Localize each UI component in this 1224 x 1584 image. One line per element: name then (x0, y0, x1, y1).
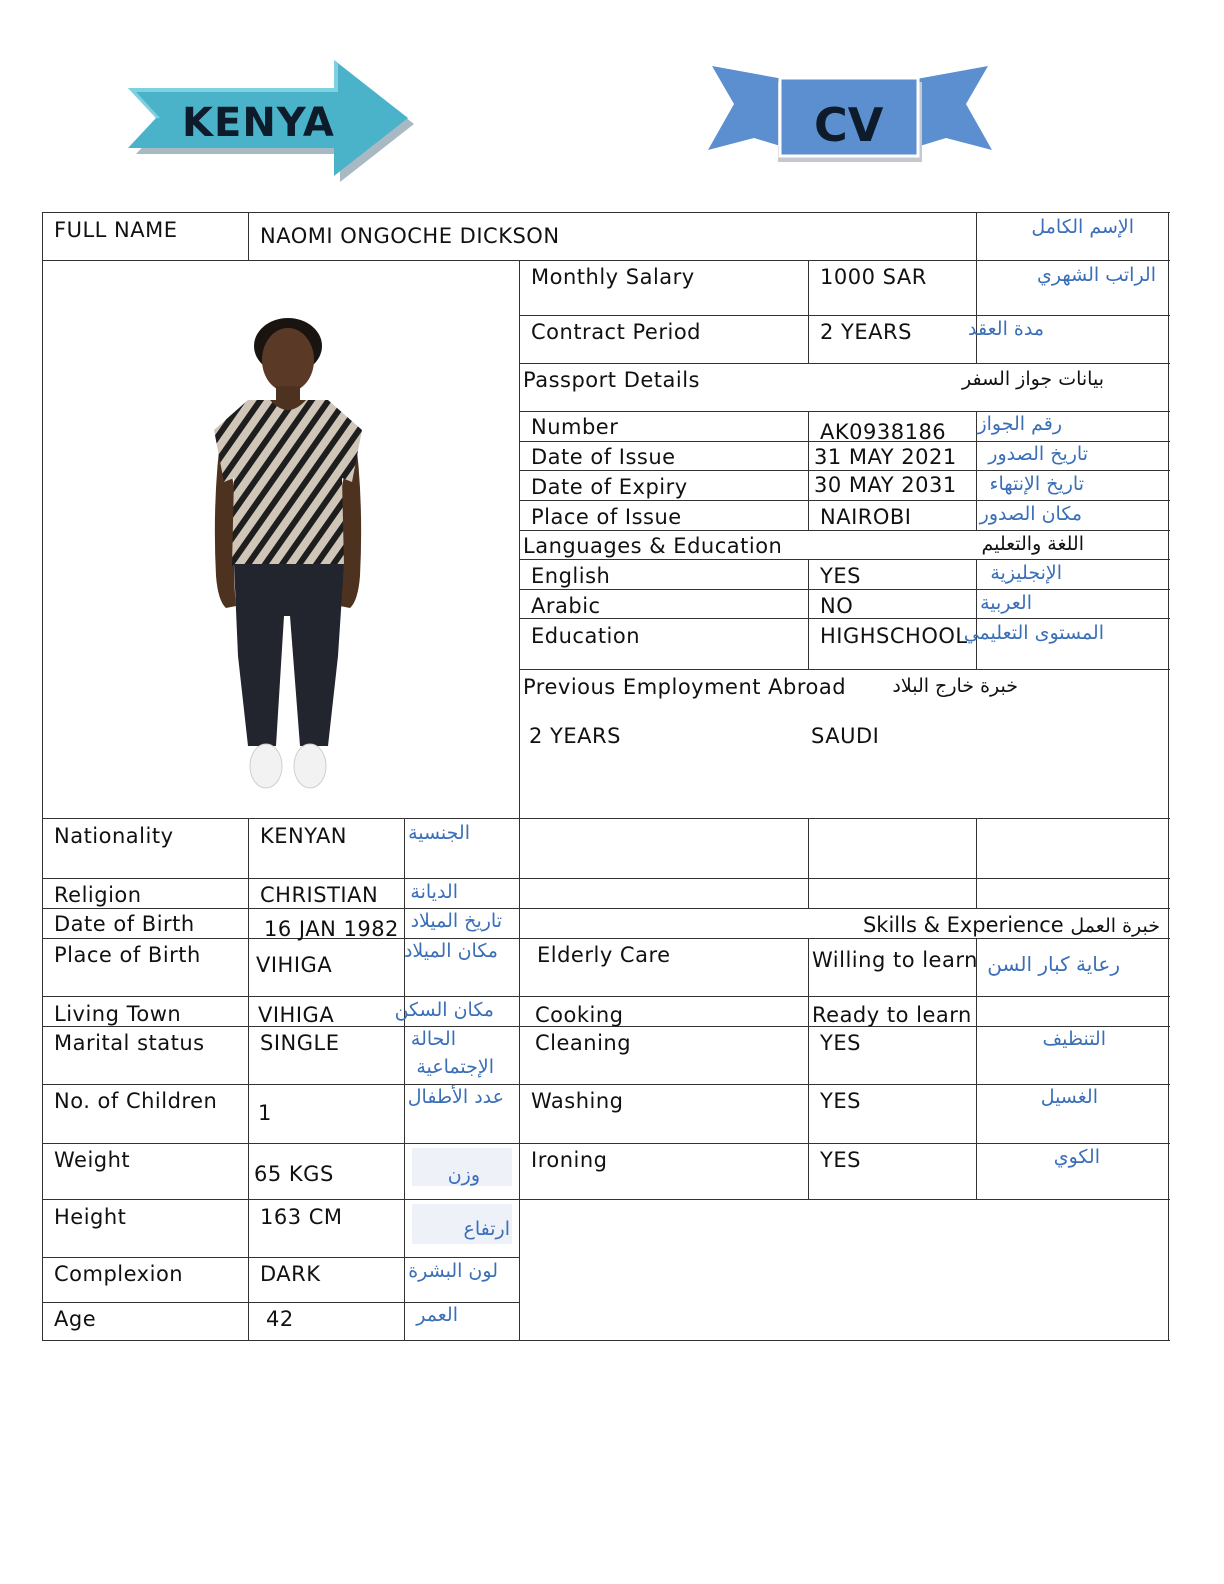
full-name-value: NAOMI ONGOCHE DICKSON (260, 224, 560, 248)
children-label: No. of Children (54, 1089, 218, 1113)
passport-issue-date-value: 31 MAY 2021 (814, 445, 957, 469)
marital-status-label: Marital status (54, 1031, 205, 1055)
pob-label-ar: مكان الميلاد (403, 940, 498, 962)
weight-label-ar: وزن (447, 1164, 480, 1186)
nationality-label-ar: الجنسية (408, 822, 470, 844)
passport-number-value: AK0938186 (820, 420, 947, 444)
person-photo-icon (196, 316, 376, 794)
skill-ironing-value: YES (820, 1148, 861, 1172)
skill-cleaning-value: YES (820, 1031, 861, 1055)
complexion-value: DARK (260, 1262, 321, 1286)
skill-washing-value: YES (820, 1089, 861, 1113)
marital-status-label-ar1: الحالة (410, 1028, 456, 1050)
skills-title-row (863, 913, 1160, 938)
employment-country: SAUDI (811, 724, 880, 748)
english-value: YES (820, 564, 861, 588)
skill-cooking-label: Cooking (535, 1003, 624, 1027)
religion-value: CHRISTIAN (260, 883, 379, 907)
living-town-label-ar: مكان السكن (394, 999, 494, 1021)
age-label-ar: العمر (416, 1304, 458, 1326)
salary-value: 1000 SAR (820, 265, 927, 289)
passport-number-label-ar: رقم الجواز (977, 413, 1062, 435)
passport-number-label: Number (531, 415, 619, 439)
languages-title-ar: اللغة والتعليم (981, 533, 1084, 555)
children-label-ar: عدد الأطفال (407, 1086, 504, 1108)
passport-issue-place-label-ar: مكان الصدور (979, 503, 1082, 525)
english-label: English (531, 564, 611, 588)
employment-title-ar: خبرة خارج البلاد (892, 675, 1018, 697)
nationality-label: Nationality (54, 824, 174, 848)
height-label-ar: ارتفاع (463, 1218, 510, 1240)
dob-value: 16 JAN 1982 (264, 917, 399, 941)
children-value: 1 (258, 1101, 272, 1125)
passport-title-ar: بيانات جواز السفر (962, 368, 1104, 390)
skill-cooking-value: Ready to learn (812, 1003, 972, 1027)
employment-title: Previous Employment Abroad (523, 675, 847, 699)
education-value: HIGHSCHOOL (820, 624, 968, 648)
skills-title: Skills & Experience (862, 913, 1064, 937)
living-town-value: VIHIGA (258, 1003, 335, 1027)
pob-value: VIHIGA (256, 953, 333, 977)
salary-label: Monthly Salary (531, 265, 695, 289)
arabic-label: Arabic (531, 594, 601, 618)
skill-cleaning-label: Cleaning (535, 1031, 632, 1055)
full-name-label: FULL NAME (54, 218, 178, 242)
passport-title: Passport Details (523, 368, 700, 392)
skills-title-ar: خبرة العمل (1070, 915, 1160, 937)
passport-issue-place-value: NAIROBI (820, 505, 912, 529)
country-banner-label: KENYA (182, 100, 335, 146)
height-label: Height (54, 1205, 127, 1229)
age-value: 42 (266, 1307, 294, 1331)
nationality-value: KENYAN (260, 824, 348, 848)
pob-label: Place of Birth (54, 943, 201, 967)
weight-value: 65 KGS (254, 1162, 334, 1186)
passport-expiry-date-label: Date of Expiry (531, 475, 688, 499)
height-value: 163 CM (260, 1205, 343, 1229)
country-banner (126, 58, 418, 184)
marital-status-label-ar2: الإجتماعية (416, 1056, 494, 1078)
passport-expiry-date-label-ar: تاريخ الإنتهاء (989, 473, 1084, 495)
contract-label-ar: مدة العقد (968, 318, 1044, 340)
contract-value: 2 YEARS (820, 320, 912, 344)
living-town-label: Living Town (54, 1002, 182, 1026)
complexion-label-ar: لون البشرة (408, 1260, 498, 1282)
salary-label-ar: الراتب الشهري (1037, 264, 1156, 286)
passport-issue-place-label: Place of Issue (531, 505, 682, 529)
skill-ironing-label-ar: الكوي (1053, 1146, 1100, 1168)
education-label: Education (531, 624, 641, 648)
passport-issue-date-label: Date of Issue (531, 445, 676, 469)
languages-title: Languages & Education (523, 534, 783, 558)
skill-elderly-label: Elderly Care (537, 943, 671, 967)
skill-elderly-label-ar: رعاية كبار السن (987, 952, 1120, 976)
skill-washing-label: Washing (531, 1089, 624, 1113)
employment-duration: 2 YEARS (529, 724, 621, 748)
religion-label: Religion (54, 883, 142, 907)
candidate-photo (196, 316, 376, 794)
contract-label: Contract Period (531, 320, 701, 344)
passport-expiry-date-value: 30 MAY 2031 (814, 473, 957, 497)
age-label: Age (54, 1307, 97, 1331)
education-label-ar: المستوى التعليمي (963, 622, 1104, 644)
complexion-label: Complexion (54, 1262, 184, 1286)
skill-washing-label-ar: الغسيل (1040, 1086, 1098, 1108)
cv-banner-label: CV (814, 98, 884, 152)
religion-label-ar: الديانة (410, 881, 458, 903)
skill-cleaning-label-ar: التنظيف (1042, 1028, 1106, 1050)
dob-label-ar: تاريخ الميلاد (410, 910, 502, 932)
weight-label: Weight (54, 1148, 131, 1172)
marital-status-value: SINGLE (260, 1031, 340, 1055)
arabic-label-ar: العربية (980, 592, 1032, 614)
passport-issue-date-label-ar: تاريخ الصدور (988, 443, 1088, 465)
cv-banner (708, 60, 992, 168)
skill-elderly-value: Willing to learn (812, 948, 978, 972)
english-label-ar: الإنجليزية (990, 562, 1062, 584)
arabic-value: NO (820, 594, 854, 618)
skill-ironing-label: Ironing (531, 1148, 608, 1172)
dob-label: Date of Birth (54, 912, 195, 936)
full-name-label-ar: الإسم الكامل (1031, 216, 1134, 238)
